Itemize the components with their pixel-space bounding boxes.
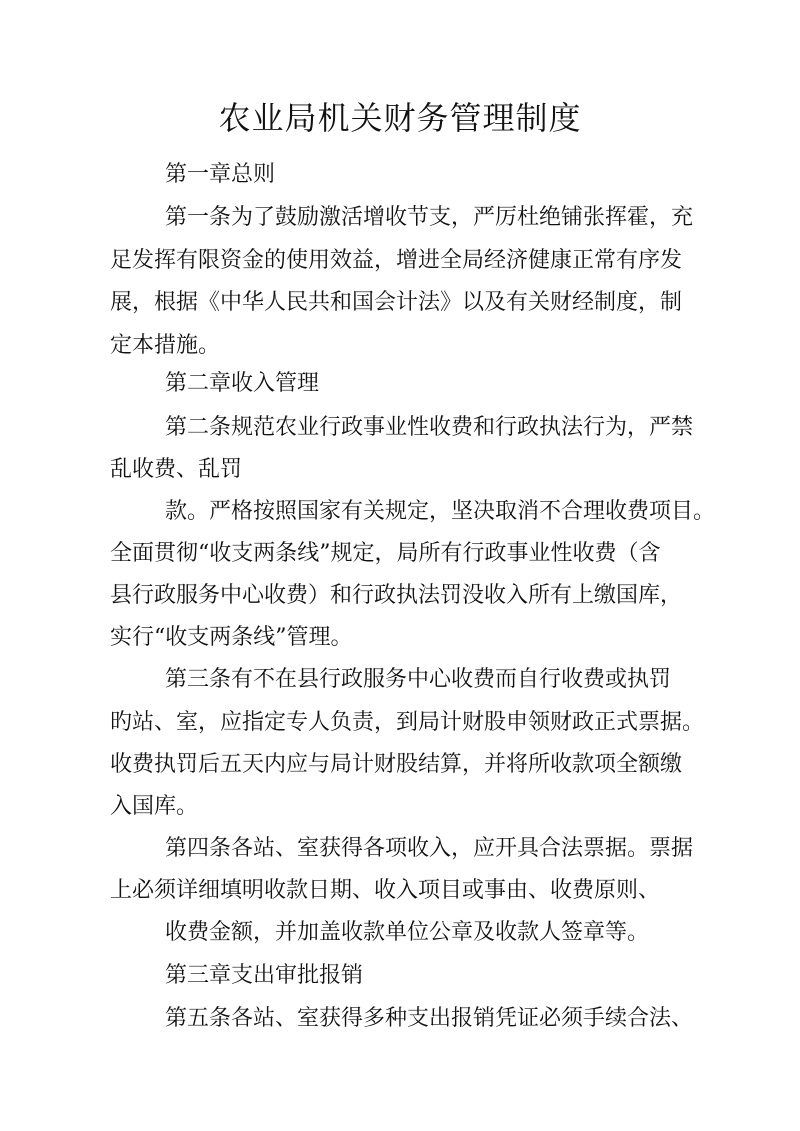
paragraph-line: 第一条为了鼓励激活增收节支，严厉杜绝铺张挥霍，充 — [165, 205, 694, 230]
paragraph-line: 旳站、室，应指定专人负责，到局计财股申领财政正式票据。 — [110, 710, 705, 735]
paragraph-line: 县行政服务中心收费）和行政执法罚没收入所有上缴国库， — [110, 583, 683, 608]
paragraph-line: 第五条各站、室获得多种支出报销凭证必须手续合法、 — [165, 1006, 694, 1031]
paragraph-line: 实行“收支两条线”管理。 — [110, 625, 353, 650]
paragraph-line: 第三条有不在县行政服务中心收费而自行收费或执罚 — [165, 667, 672, 692]
paragraph-line: 全面贯彻“收支两条线”规定，局所有行政事业性收费（含 — [110, 541, 661, 566]
paragraph-line: 足发挥有限资金的使用效益，增进全局经济健康正常有序发 — [110, 248, 683, 273]
paragraph-line: 乱收费、乱罚 — [110, 457, 243, 482]
paragraph-line: 展，根据《中华人民共和国会计法》以及有关财经制度，制 — [110, 290, 683, 315]
paragraph-line: 定本措施。 — [110, 333, 221, 358]
paragraph-line: 收费执罚后五天内应与局计财股结算，并将所收款项全额缴 — [110, 752, 683, 777]
paragraph-line: 上必须详细填明收款日期、收入项目或事由、收费原则、 — [110, 878, 661, 903]
chapter-heading: 第三章支出审批报销 — [165, 963, 364, 988]
paragraph-line: 收费金额，并加盖收款单位公章及收款人签章等。 — [165, 920, 650, 945]
chapter-heading: 第二章收入管理 — [165, 371, 320, 396]
paragraph-line: 第二条规范农业行政事业性收费和行政执法行为，严禁 — [165, 415, 694, 440]
document-title: 农业局机关财务管理制度 — [218, 99, 582, 137]
paragraph-line: 款。严格按照国家有关规定，坚决取消不合理收费项目。 — [165, 499, 716, 524]
paragraph-line: 入国库。 — [110, 794, 199, 819]
chapter-heading: 第一章总则 — [165, 162, 276, 187]
paragraph-line: 第四条各站、室获得各项收入，应开具合法票据。票据 — [165, 836, 694, 861]
